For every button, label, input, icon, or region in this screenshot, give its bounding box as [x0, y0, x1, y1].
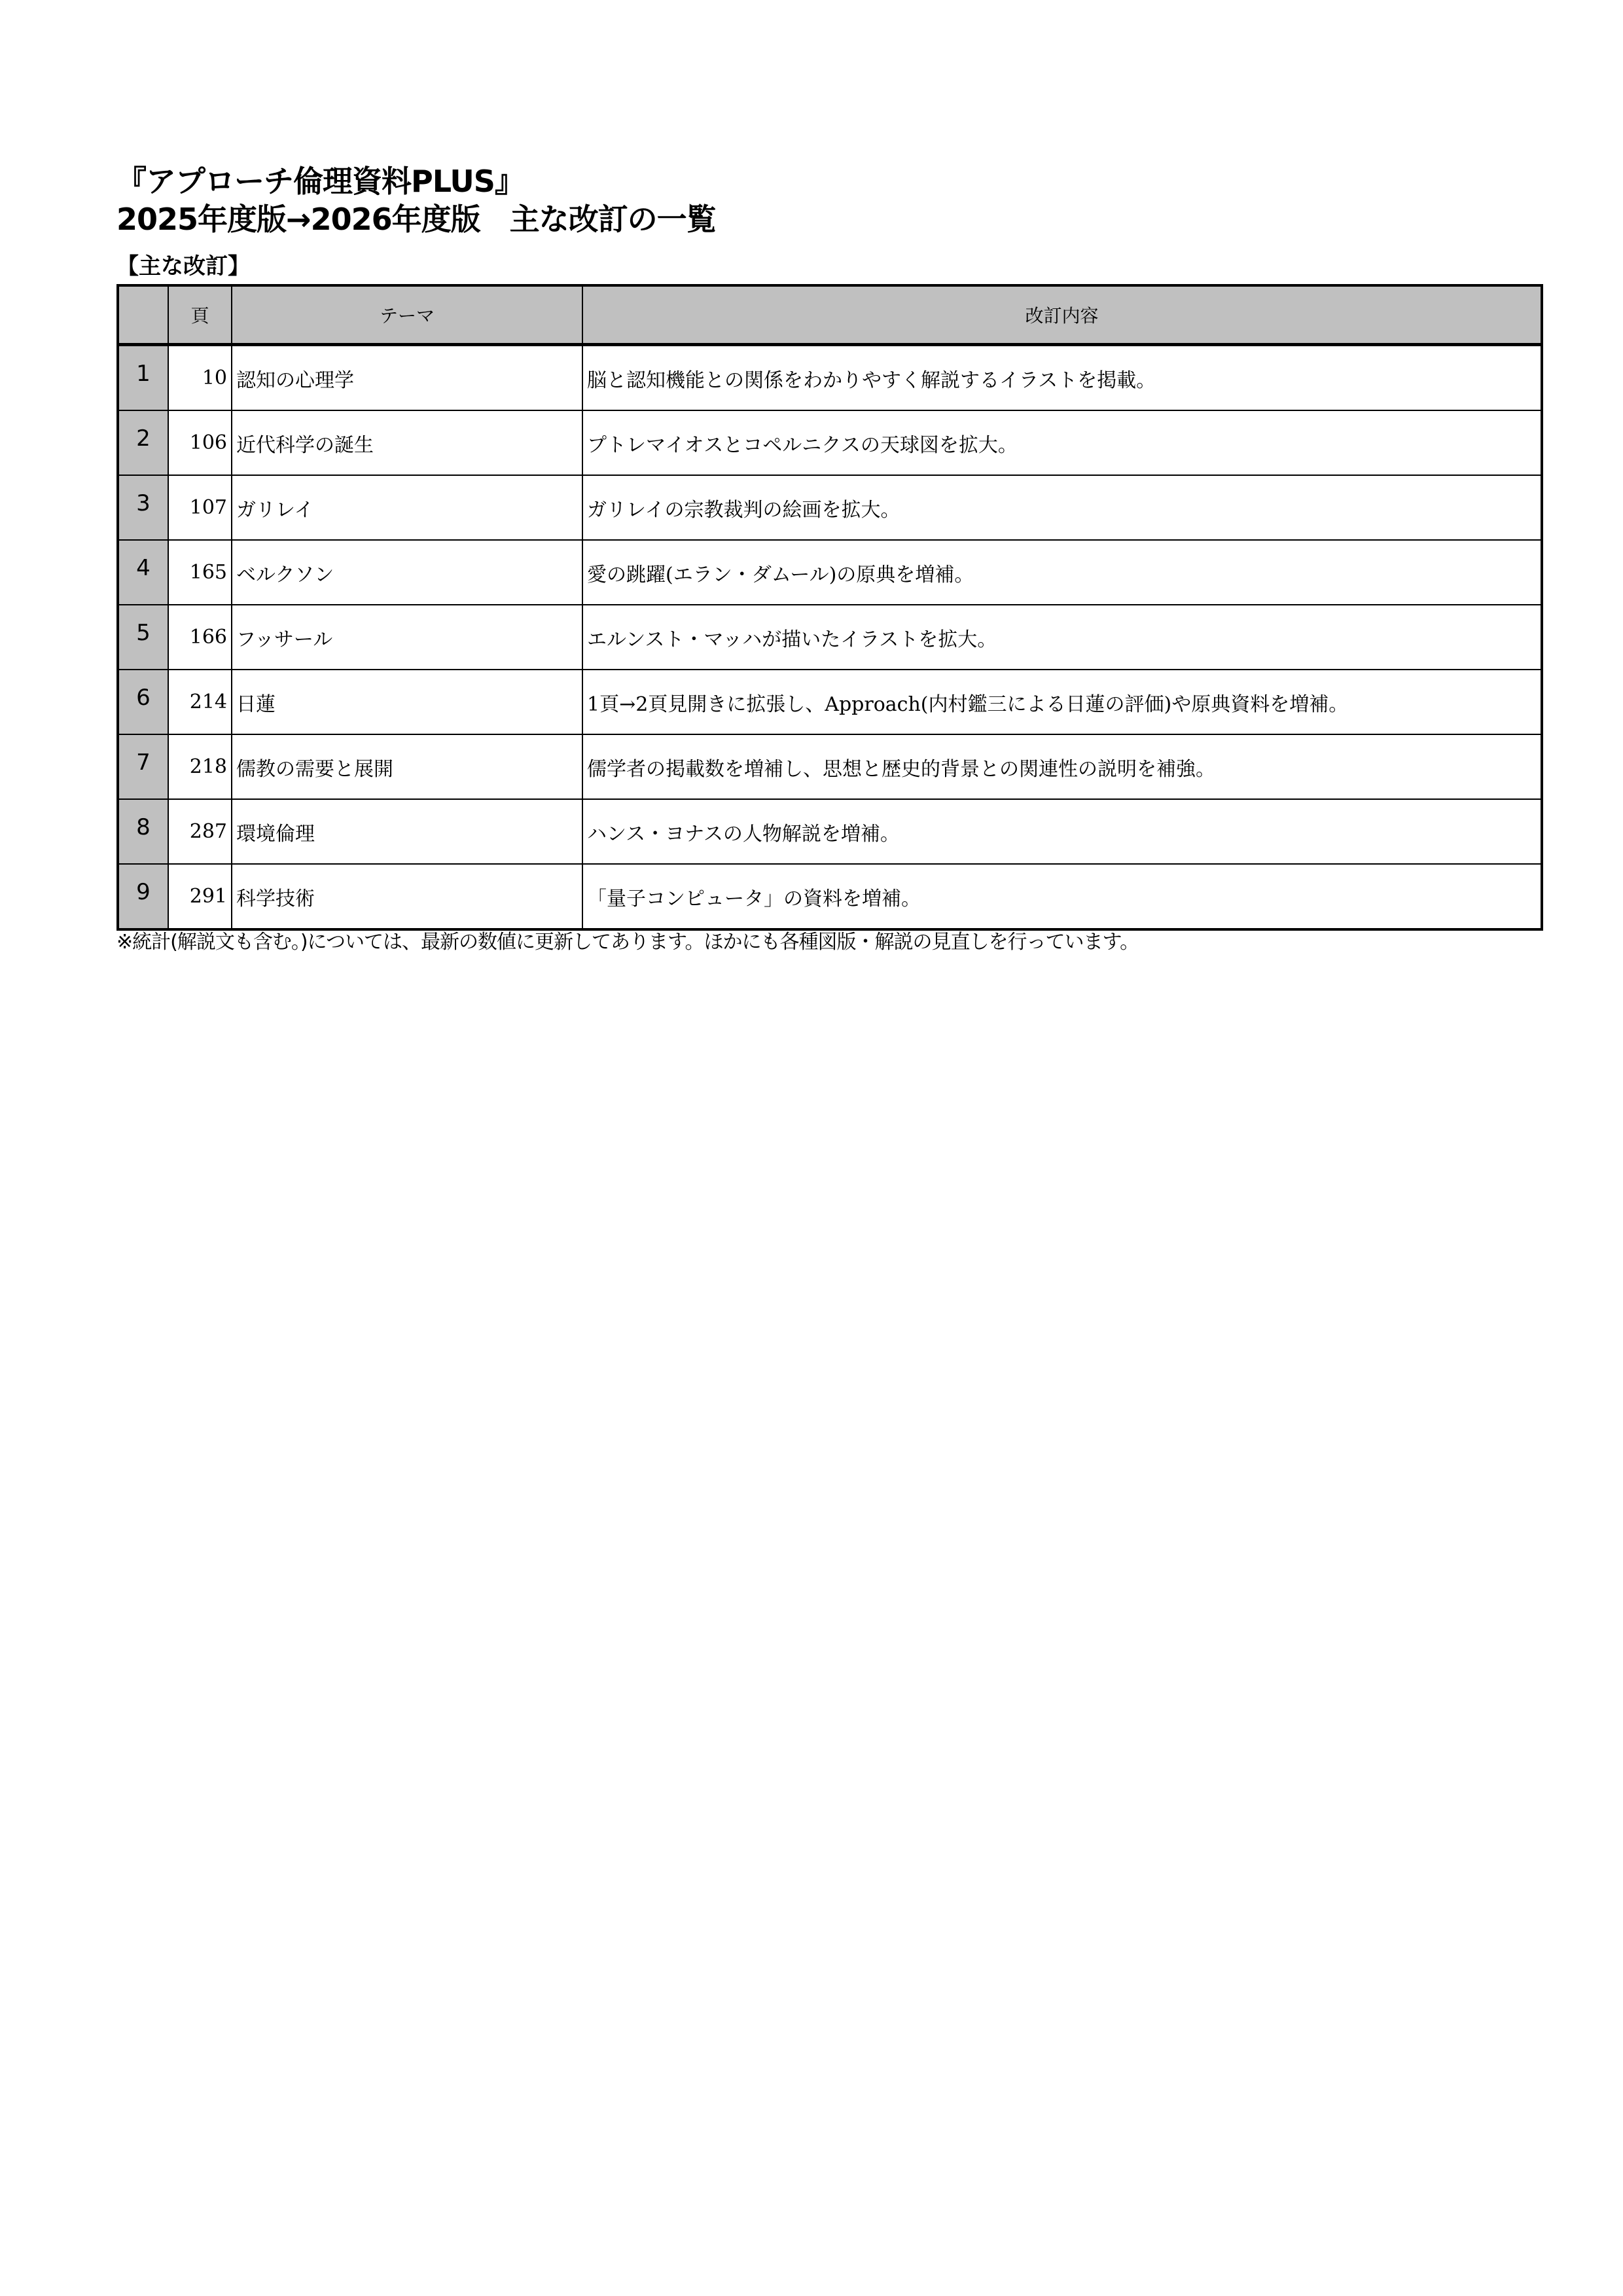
row-number: 9: [118, 864, 168, 929]
revision-table: [116, 284, 1543, 931]
header-page: 頁: [168, 285, 232, 345]
row-content: 脳と認知機能との関係をわかりやすく解説するイラストを掲載。: [582, 345, 1542, 411]
section-label: 【主な改訂】: [116, 253, 250, 279]
row-theme: 儒教の需要と展開: [232, 734, 582, 799]
row-content: プトレマイオスとコペルニクスの天球図を拡大。: [582, 410, 1542, 475]
row-page: 218: [168, 734, 232, 799]
table-row: [118, 734, 1542, 799]
row-theme: フッサール: [232, 605, 582, 670]
row-content: エルンスト・マッハが描いたイラストを拡大。: [582, 605, 1542, 670]
row-theme: ガリレイ: [232, 475, 582, 540]
row-page: 166: [168, 605, 232, 670]
table-row: [118, 345, 1542, 411]
row-page: 291: [168, 864, 232, 929]
table-row: [118, 864, 1542, 929]
table-row: [118, 540, 1542, 605]
row-theme: 日蓮: [232, 670, 582, 734]
row-theme: 科学技術: [232, 864, 582, 929]
header-no: [118, 285, 168, 345]
row-page: 214: [168, 670, 232, 734]
row-number: 5: [118, 605, 168, 670]
row-number: 7: [118, 734, 168, 799]
row-content: ガリレイの宗教裁判の絵画を拡大。: [582, 475, 1542, 540]
row-number: 2: [118, 410, 168, 475]
title-line-2: 2025年度版→2026年度版 主な改訂の一覧: [116, 202, 716, 237]
header-theme: テーマ: [232, 285, 582, 345]
table-row: [118, 670, 1542, 734]
row-theme: 環境倫理: [232, 799, 582, 864]
title-line-1: 『アプローチ倫理資料PLUS』: [116, 164, 524, 199]
row-content: 愛の跳躍(エラン・ダムール)の原典を増補。: [582, 540, 1542, 605]
row-theme: 認知の心理学: [232, 345, 582, 411]
row-page: 287: [168, 799, 232, 864]
row-number: 4: [118, 540, 168, 605]
row-content: 1頁→2頁見開きに拡張し、Approach(内村鑑三による日蓮の評価)や原典資料を増補。: [582, 670, 1542, 734]
row-number: 1: [118, 345, 168, 411]
row-number: 3: [118, 475, 168, 540]
row-content: ハンス・ヨナスの人物解説を増補。: [582, 799, 1542, 864]
row-page: 10: [168, 345, 232, 411]
table-header-row: [118, 285, 1542, 345]
table-row: [118, 410, 1542, 475]
table-row: [118, 475, 1542, 540]
row-number: 8: [118, 799, 168, 864]
table-row: [118, 799, 1542, 864]
row-page: 107: [168, 475, 232, 540]
row-number: 6: [118, 670, 168, 734]
row-content: 「量子コンピュータ」の資料を増補。: [582, 864, 1542, 929]
document-title: [116, 162, 716, 238]
row-theme: 近代科学の誕生: [232, 410, 582, 475]
header-content: 改訂内容: [582, 285, 1542, 345]
row-page: 106: [168, 410, 232, 475]
row-content: 儒学者の掲載数を増補し、思想と歴史的背景との関連性の説明を補強。: [582, 734, 1542, 799]
row-page: 165: [168, 540, 232, 605]
row-theme: ベルクソン: [232, 540, 582, 605]
footnote: ※統計(解説文も含む。)については、最新の数値に更新してあります。ほかにも各種図版・解説の見直しを行っています。: [116, 931, 1139, 954]
table-row: [118, 605, 1542, 670]
